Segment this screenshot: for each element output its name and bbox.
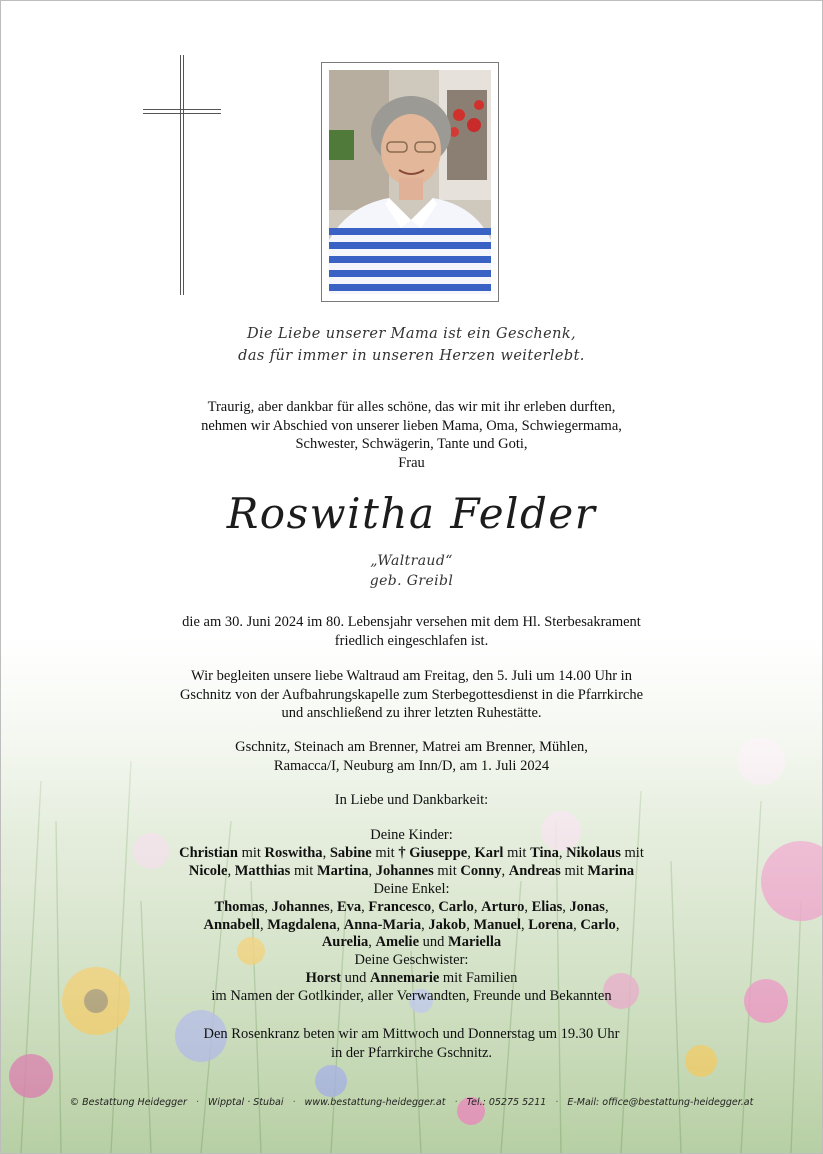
connector-text: ,	[259, 916, 268, 933]
connector-text: ,	[467, 844, 475, 861]
family-member-name: Carlo	[438, 898, 474, 915]
funeral-line: Gschnitz von der Aufbahrungskapelle zum Sterbegottesdienst in die Pfarrkirche	[179, 686, 644, 703]
quote-line: Die Liebe unserer Mama ist ein Geschenk,	[246, 326, 577, 342]
grandchildren-heading: Deine Enkel:	[373, 880, 450, 897]
footer-email[interactable]: E-Mail: office@bestattung-heidegger.at	[567, 1097, 754, 1108]
death-line: die am 30. Juni 2024 im 80. Lebensjahr versehen mit dem Hl. Sterbesakrament	[182, 614, 641, 630]
connector-text: mit	[560, 862, 588, 879]
connector-text: und	[419, 934, 449, 951]
family-member-name: Jakob	[428, 916, 467, 933]
death-notice	[1, 613, 822, 650]
footer-separator: ·	[195, 1097, 199, 1108]
grandchildren-line	[1, 934, 822, 952]
family-closing: im Namen der Gotlkinder, aller Verwandten, Freunde und Bekannten	[211, 988, 612, 1005]
connector-text: ,	[322, 844, 330, 861]
children-names	[1, 845, 822, 881]
family-member-name: Amelie	[375, 934, 420, 951]
connector-text: ,	[227, 862, 235, 879]
family-member-name: Tina	[530, 844, 559, 861]
funeral-line: Wir begleiten unsere liebe Waltraud am Freitag, den 5. Juli um 14.00 Uhr in	[191, 668, 632, 684]
rosary-line: Den Rosenkranz beten wir am Mittwoch und Donnerstag um 19.30 Uhr	[203, 1026, 620, 1042]
connector-text: ,	[336, 916, 344, 933]
footer-phone[interactable]: Tel.: 05275 5211	[466, 1097, 547, 1108]
nickname: „Waltraud“	[370, 553, 453, 569]
footer-separator: ·	[292, 1097, 296, 1108]
children-line	[1, 863, 822, 881]
connector-text: mit Familien	[439, 970, 518, 987]
intro-line: Traurig, aber dankbar für alles schöne, das wir mit ihr erleben durften,	[207, 399, 616, 415]
grandchildren-names	[1, 899, 822, 953]
family-member-name: Anna-Maria	[343, 916, 422, 933]
family-member-name: Nicole	[188, 862, 228, 879]
portrait-frame	[321, 62, 499, 302]
family-member-name: Martina	[316, 862, 369, 879]
siblings-line	[1, 970, 822, 988]
family-list	[1, 827, 822, 1006]
children-heading: Deine Kinder:	[370, 827, 453, 843]
intro-line: Schwester, Schwägerin, Tante und Goti,	[295, 436, 528, 452]
footer-region: Wipptal · Stubai	[207, 1097, 284, 1108]
family-member-name: Aurelia	[321, 934, 369, 951]
family-member-name: Elias	[531, 898, 563, 915]
connector-text: mit	[433, 862, 461, 879]
footer-copyright: © Bestattung Heidegger	[69, 1097, 187, 1108]
family-member-name: Johannes	[271, 898, 330, 915]
siblings-names	[1, 970, 822, 988]
family-member-name: Jonas	[569, 898, 605, 915]
family-member-name: Lorena	[528, 916, 574, 933]
family-member-name: Marina	[587, 862, 635, 879]
family-member-name: Annabell	[203, 916, 260, 933]
place-line: Ramacca/I, Neuburg am Inn/D, am 1. Juli 2024	[273, 757, 550, 774]
intro-line: nehmen wir Abschied von unserer lieben Mama, Oma, Schwiegermama,	[201, 417, 622, 434]
connector-text: ,	[558, 844, 567, 861]
place-date	[1, 738, 822, 775]
rosary-line: in der Pfarrkirche Gschnitz.	[330, 1044, 493, 1061]
grandchildren-line	[1, 899, 822, 917]
death-line: friedlich eingeschlafen ist.	[334, 632, 489, 649]
family-member-name: Sabine	[329, 844, 372, 861]
connector-text: ,	[521, 916, 529, 933]
connector-text: mit	[503, 844, 531, 861]
maiden-name: geb. Greibl	[369, 573, 454, 589]
connector-text: ,	[421, 916, 429, 933]
cross-symbol	[143, 55, 223, 295]
connector-text: ,	[264, 898, 272, 915]
family-member-name: Nikolaus	[566, 844, 621, 861]
connector-text: ,	[368, 934, 376, 951]
family-member-name: Johannes	[375, 862, 434, 879]
connector-text: ,	[501, 862, 509, 879]
family-member-name: Arturo	[481, 898, 525, 915]
family-member-name: Manuel	[473, 916, 522, 933]
rosary-info	[1, 1025, 822, 1062]
family-member-name: Conny	[460, 862, 502, 879]
family-member-name: † Giuseppe	[398, 844, 468, 861]
connector-text: mit	[237, 844, 265, 861]
family-member-name: Christian	[179, 844, 238, 861]
funeral-line: und anschließend zu ihrer letzten Ruhestätte.	[281, 705, 542, 721]
family-member-name: Eva	[336, 898, 362, 915]
connector-text: ,	[573, 916, 581, 933]
family-member-name: Andreas	[508, 862, 561, 879]
footer	[1, 1097, 822, 1108]
family-member-name: Francesco	[368, 898, 432, 915]
footer-separator: ·	[454, 1097, 458, 1108]
family-member-name: Horst	[305, 970, 342, 987]
connector-text: ,	[473, 898, 482, 915]
family-member-name: Thomas	[214, 898, 265, 915]
intro-line: Frau	[398, 454, 425, 471]
connector-text: und	[341, 970, 371, 987]
portrait-photo	[329, 70, 491, 294]
funeral-info	[1, 667, 822, 723]
portrait-illustration	[329, 70, 491, 294]
connector-text: ,	[615, 916, 620, 933]
connector-text: ,	[524, 898, 532, 915]
family-member-name: Roswitha	[264, 844, 323, 861]
connector-text: ,	[466, 916, 474, 933]
connector-text: ,	[431, 898, 439, 915]
quote-line: das für immer in unseren Herzen weiterlebt.	[238, 348, 585, 364]
connector-text: ,	[562, 898, 570, 915]
family-member-name: Annemarie	[370, 970, 440, 987]
connector-text: mit	[290, 862, 317, 879]
thanks-line: In Liebe und Dankbarkeit:	[334, 792, 489, 808]
connector-text: mit	[620, 844, 644, 861]
family-member-name: Karl	[474, 844, 504, 861]
family-member-name: Carlo	[580, 916, 616, 933]
connector-text: ,	[368, 862, 376, 879]
connector-text: ,	[361, 898, 369, 915]
connector-text: ,	[604, 898, 609, 915]
grandchildren-line	[1, 917, 822, 935]
deceased-name: Roswitha Felder	[226, 489, 597, 538]
siblings-heading: Deine Geschwister:	[354, 952, 469, 969]
deceased-aliases	[1, 551, 822, 591]
connector-text: ,	[329, 898, 337, 915]
children-line	[1, 845, 822, 863]
footer-website[interactable]: www.bestattung-heidegger.at	[304, 1097, 446, 1108]
family-member-name: Magdalena	[267, 916, 337, 933]
family-member-name: Mariella	[448, 934, 502, 951]
place-line: Gschnitz, Steinach am Brenner, Matrei am Brenner, Mühlen,	[235, 739, 588, 755]
intro-text	[1, 398, 822, 472]
footer-separator: ·	[555, 1097, 559, 1108]
connector-text: mit	[371, 844, 399, 861]
memorial-quote	[1, 323, 822, 367]
family-member-name: Matthias	[234, 862, 291, 879]
